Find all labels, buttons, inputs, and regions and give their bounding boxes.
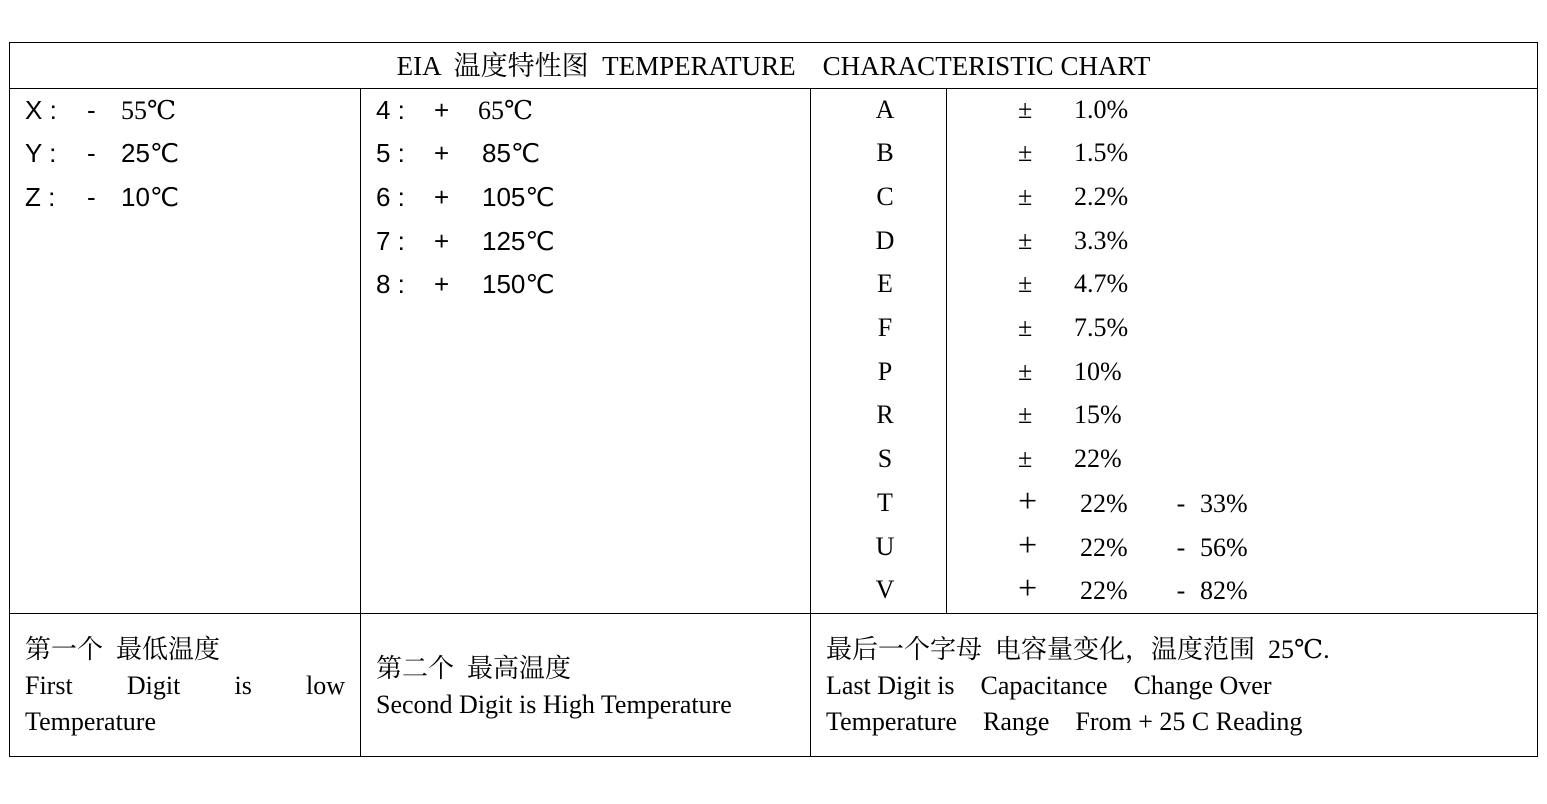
code-tolerance: ± 1.0% bbox=[1018, 95, 1129, 124]
code-letter: A bbox=[875, 95, 895, 124]
code-tolerance: ± 3.3% bbox=[1018, 226, 1129, 255]
second-digit-note bbox=[376, 651, 732, 723]
last-digit-note bbox=[826, 632, 1330, 740]
first-digit-zh: 第一个 最低温度 bbox=[25, 635, 221, 664]
last-digit-zh: 最后一个字母 电容量变化，温度范围 25℃. bbox=[826, 635, 1330, 664]
code-letter: D bbox=[875, 226, 895, 255]
code-letter: S bbox=[877, 444, 893, 473]
low-temp-item: Y : - 25℃ bbox=[25, 138, 180, 168]
col3-divider bbox=[946, 88, 947, 613]
code-tolerance: ± 1.5% bbox=[1018, 138, 1129, 167]
code-letter: T bbox=[877, 488, 893, 517]
temperature-characteristic-table bbox=[9, 42, 1538, 757]
title-divider bbox=[10, 88, 1537, 89]
footer-divider bbox=[10, 613, 1537, 614]
high-temp-item: 4 : + 65℃ bbox=[376, 95, 534, 125]
second-digit-en: Second Digit is High Temperature bbox=[376, 690, 732, 719]
code-tolerance: ± 2.2% bbox=[1018, 182, 1129, 211]
high-temp-item: 7 : + 125℃ bbox=[376, 226, 555, 256]
code-tolerance: ± 10% bbox=[1018, 357, 1122, 386]
code-tolerance-range: + 22% - 82% bbox=[1018, 570, 1248, 607]
code-letter: R bbox=[876, 400, 894, 429]
code-tolerance: ± 4.7% bbox=[1018, 269, 1129, 298]
high-temp-item: 6 : + 105℃ bbox=[376, 182, 555, 212]
low-temp-item: Z : - 10℃ bbox=[25, 182, 180, 212]
code-tolerance: ± 22% bbox=[1018, 444, 1122, 473]
col2-divider bbox=[810, 88, 811, 756]
last-digit-en-line1: Last Digit is Capacitance Change Over bbox=[826, 671, 1272, 700]
second-digit-zh: 第二个 最高温度 bbox=[376, 654, 572, 683]
code-letter: P bbox=[877, 357, 893, 386]
first-digit-en-line1: First Digit is low bbox=[25, 671, 345, 700]
col1-divider bbox=[360, 88, 361, 756]
code-letter: V bbox=[875, 575, 895, 604]
low-temp-item: X : - 55℃ bbox=[25, 95, 177, 125]
code-tolerance: ± 7.5% bbox=[1018, 313, 1129, 342]
code-letter: F bbox=[877, 313, 893, 342]
first-digit-en-line2: Temperature bbox=[25, 707, 156, 736]
code-tolerance: ± 15% bbox=[1018, 400, 1122, 429]
first-digit-note bbox=[25, 632, 345, 740]
code-letter: C bbox=[876, 182, 894, 211]
high-temp-item: 8 : + 150℃ bbox=[376, 269, 555, 299]
code-tolerance-range: + 22% - 33% bbox=[1018, 483, 1248, 520]
code-letter: B bbox=[876, 138, 894, 167]
code-letter: U bbox=[875, 532, 895, 561]
code-letter: E bbox=[877, 269, 893, 298]
high-temp-item: 5 : + 85℃ bbox=[376, 138, 541, 168]
last-digit-en-line2: Temperature Range From + 25 C Reading bbox=[826, 707, 1303, 736]
chart-title: EIA 温度特性图 TEMPERATURE CHARACTERISTIC CHART bbox=[396, 51, 1151, 81]
code-tolerance-range: + 22% - 56% bbox=[1018, 527, 1248, 564]
